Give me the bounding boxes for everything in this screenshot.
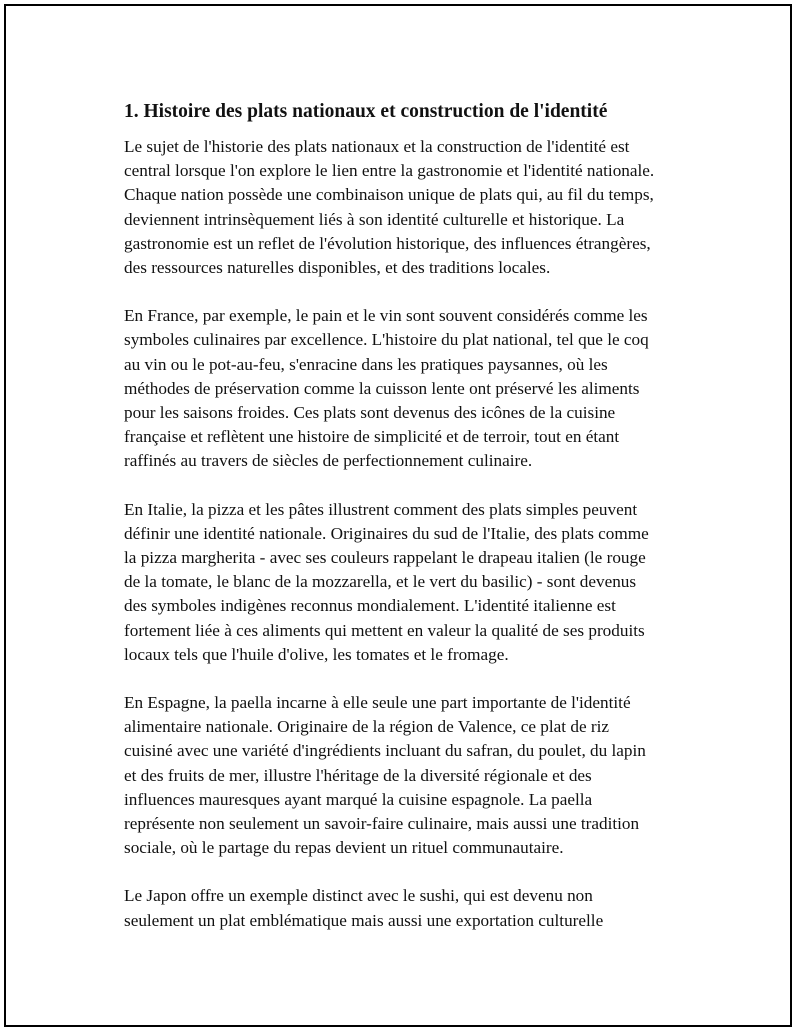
- text-line: Le Japon offre un exemple distinct avec le sushi, qui est devenu non: [124, 886, 593, 906]
- text-line: En France, par exemple, le pain et le vin sont souvent considérés comme les: [124, 306, 648, 326]
- text-line: et des fruits de mer, illustre l'héritage de la diversité régionale et des: [124, 765, 592, 785]
- text-line: locaux tels que l'huile d'olive, les tomates et le fromage.: [124, 644, 509, 664]
- text-line: représente non seulement un savoir-faire culinaire, mais aussi une tradition: [124, 814, 640, 834]
- text-line: des symboles indigènes reconnus mondialement. L'identité italienne est: [124, 596, 616, 616]
- text-line: deviennent intrinsèquement liés à son identité culturelle et historique. La: [124, 209, 625, 229]
- text-line: gastronomie est un reflet de l'évolution historique, des influences étrangères,: [124, 233, 651, 253]
- text-line: des ressources naturelles disponibles, et des traditions locales.: [124, 258, 551, 278]
- text-line: Chaque nation possède une combinaison unique de plats qui, au fil du temps,: [124, 185, 654, 205]
- text-line: de la tomate, le blanc de la mozzarella, et le vert du basilic) - sont devenus: [124, 572, 637, 592]
- text-line: En Italie, la pizza et les pâtes illustrent comment des plats simples peuvent: [124, 499, 638, 519]
- paragraph-5: [124, 884, 704, 932]
- text-line: raffinés au travers de siècles de perfectionnement culinaire.: [124, 451, 533, 471]
- page-frame: [4, 4, 792, 1027]
- text-line: au vin ou le pot-au-feu, s'enracine dans les pratiques paysannes, où les: [124, 354, 608, 374]
- text-line: méthodes de préservation comme la cuisson lente ont préservé les aliments: [124, 378, 640, 398]
- text-line: la pizza margherita - avec ses couleurs rappelant le drapeau italien (le rouge: [124, 548, 646, 568]
- paragraph-4: [124, 691, 704, 860]
- text-line: central lorsque l'on explore le lien entre la gastronomie et l'identité nationale.: [124, 161, 655, 181]
- text-line: cuisiné avec une variété d'ingrédients incluant du safran, du poulet, du lapin: [124, 741, 646, 761]
- text-line: française et reflètent une histoire de simplicité et de terroir, tout en étant: [124, 427, 620, 447]
- text-line: alimentaire nationale. Originaire de la région de Valence, ce plat de riz: [124, 717, 609, 737]
- text-line: seulement un plat emblématique mais aussi une exportation culturelle: [124, 910, 604, 930]
- text-line: Le sujet de l'historie des plats nationaux et la construction de l'identité est: [124, 137, 630, 156]
- section-title: 1. Histoire des plats nationaux et construction de l'identité: [124, 101, 608, 122]
- paragraph-1: [124, 135, 704, 280]
- text-line: influences mauresques ayant marqué la cuisine espagnole. La paella: [124, 789, 593, 809]
- text-line: symboles culinaires par excellence. L'histoire du plat national, tel que le coq: [124, 330, 649, 350]
- text-line: En Espagne, la paella incarne à elle seule une part importante de l'identité: [124, 693, 631, 713]
- text-line: fortement liée à ces aliments qui mettent en valeur la qualité de ses produits: [124, 620, 645, 640]
- text-line: pour les saisons froides. Ces plats sont devenus des icônes de la cuisine: [124, 403, 616, 423]
- document-body: [124, 99, 704, 957]
- paragraph-3: [124, 498, 704, 667]
- text-line: définir une identité nationale. Originaires du sud de l'Italie, des plats comme: [124, 523, 649, 543]
- text-line: sociale, où le partage du repas devient un rituel communautaire.: [124, 838, 564, 858]
- paragraph-2: [124, 304, 704, 473]
